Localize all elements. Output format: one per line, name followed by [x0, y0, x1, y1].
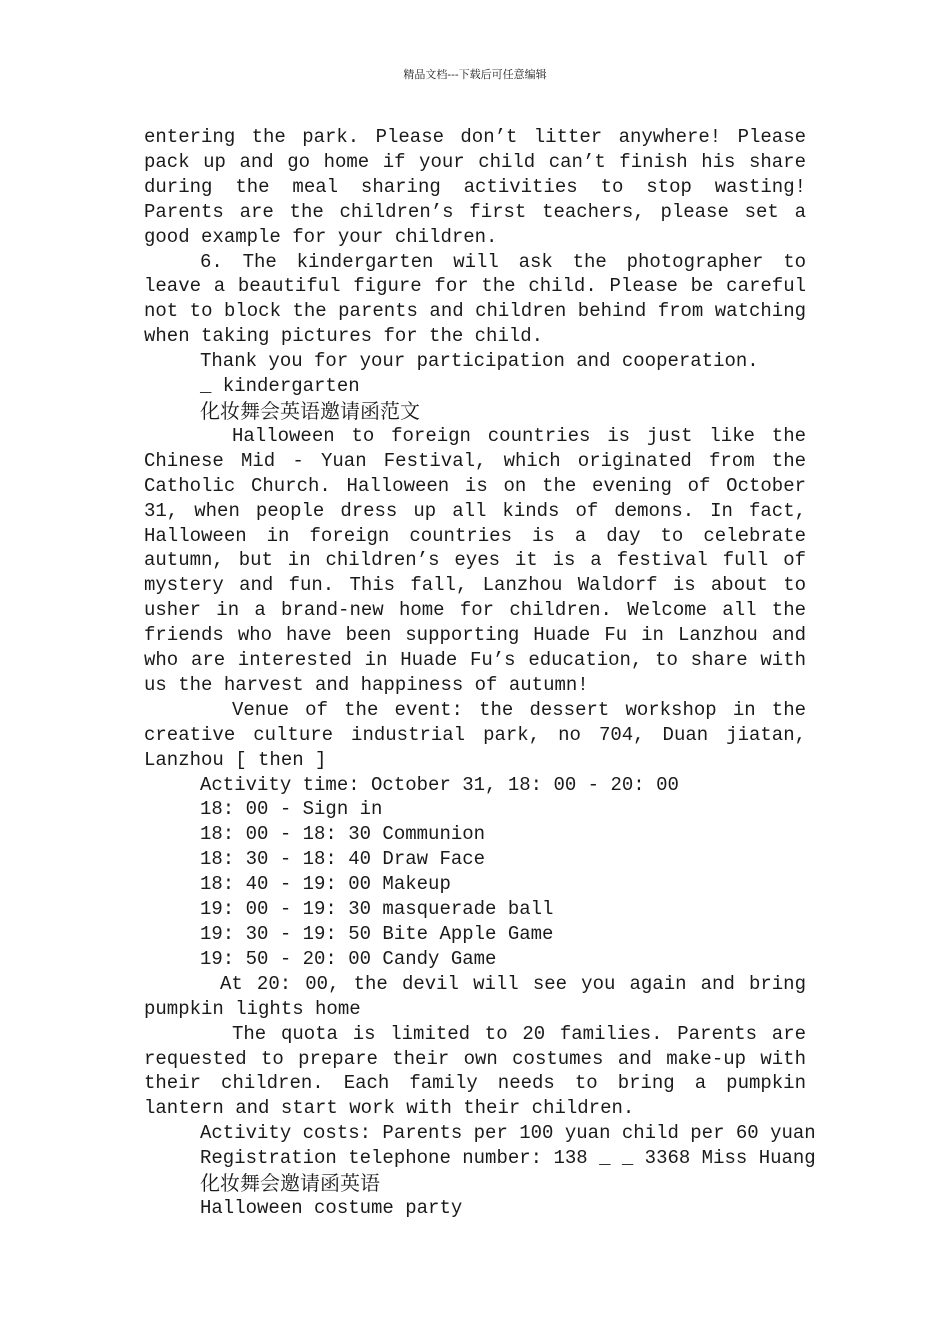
thanks-line: Thank you for your participation and cooperation. [200, 350, 759, 373]
paragraph-photographer: 6. The kindergarten will ask the photographer to leave a beautiful figure for the child. Please be careful not to block the parents and children behind from watching when taking pictures for the child. [144, 250, 806, 348]
signature-line: _ kindergarten [200, 375, 360, 398]
section-heading-1: 化妆舞会英语邀请函范文 [200, 398, 420, 423]
registration-line: Registration telephone number: 138 _ _ 3368 Miss Huang [200, 1147, 816, 1170]
schedule-item: 18: 40 - 19: 00 Makeup [200, 873, 451, 896]
paragraph-halloween: Halloween to foreign countries is just like the Chinese Mid - Yuan Festival, which originated from the Catholic Church. Halloween is on the evening of October 31, when people dress up all kinds of demons. In fact, Halloween in foreign countries is a day to celebrate autumn, but in children’s eyes it is a festival full of mystery and fun. This fall, Lanzhou Waldorf is about to usher in a brand-new home for children. Welcome all the friends who have been supporting Huade Fu in Lanzhou and who are interested in Huade Fu’s education, to share with us the harvest and happiness of autumn! [144, 424, 806, 696]
schedule-item: 18: 00 - 18: 30 Communion [200, 823, 486, 846]
activity-time: Activity time: October 31, 18: 00 - 20: 00 [200, 773, 679, 796]
document-body [144, 125, 816, 1221]
paragraph-litter: entering the park. Please don’t litter anywhere! Please pack up and go home if your child can’t finish his share during the meal sharing activities to stop wasting! Parents are the children’s first teachers, please set a good example for your children. [144, 126, 806, 248]
paragraph-venue: Venue of the event: the dessert workshop in the creative culture industrial park, no 704, Duan jiatan, Lanzhou [ then ] [144, 698, 806, 771]
schedule-item: 19: 50 - 20: 00 Candy Game [200, 947, 497, 970]
schedule-item: 18: 00 - Sign in [200, 798, 383, 821]
schedule-item: 19: 00 - 19: 30 masquerade ball [200, 898, 554, 921]
page-header: 精品文档---下载后可任意编辑 [403, 68, 547, 81]
paragraph-devil: At 20: 00, the devil will see you again and bring pumpkin lights home [144, 972, 806, 1020]
section-heading-2: 化妆舞会邀请函英语 [200, 1171, 380, 1196]
paragraph-quota: The quota is limited to 20 families. Parents are requested to prepare their own costumes and make-up with their children. Each family needs to bring a pumpkin lantern and start work with their children. [144, 1022, 806, 1120]
schedule-item: 18: 30 - 18: 40 Draw Face [200, 848, 486, 871]
schedule-item: 19: 30 - 19: 50 Bite Apple Game [200, 923, 554, 945]
costs-line: Activity costs: Parents per 100 yuan child per 60 yuan [200, 1122, 816, 1145]
last-line: Halloween costume party [200, 1196, 463, 1219]
